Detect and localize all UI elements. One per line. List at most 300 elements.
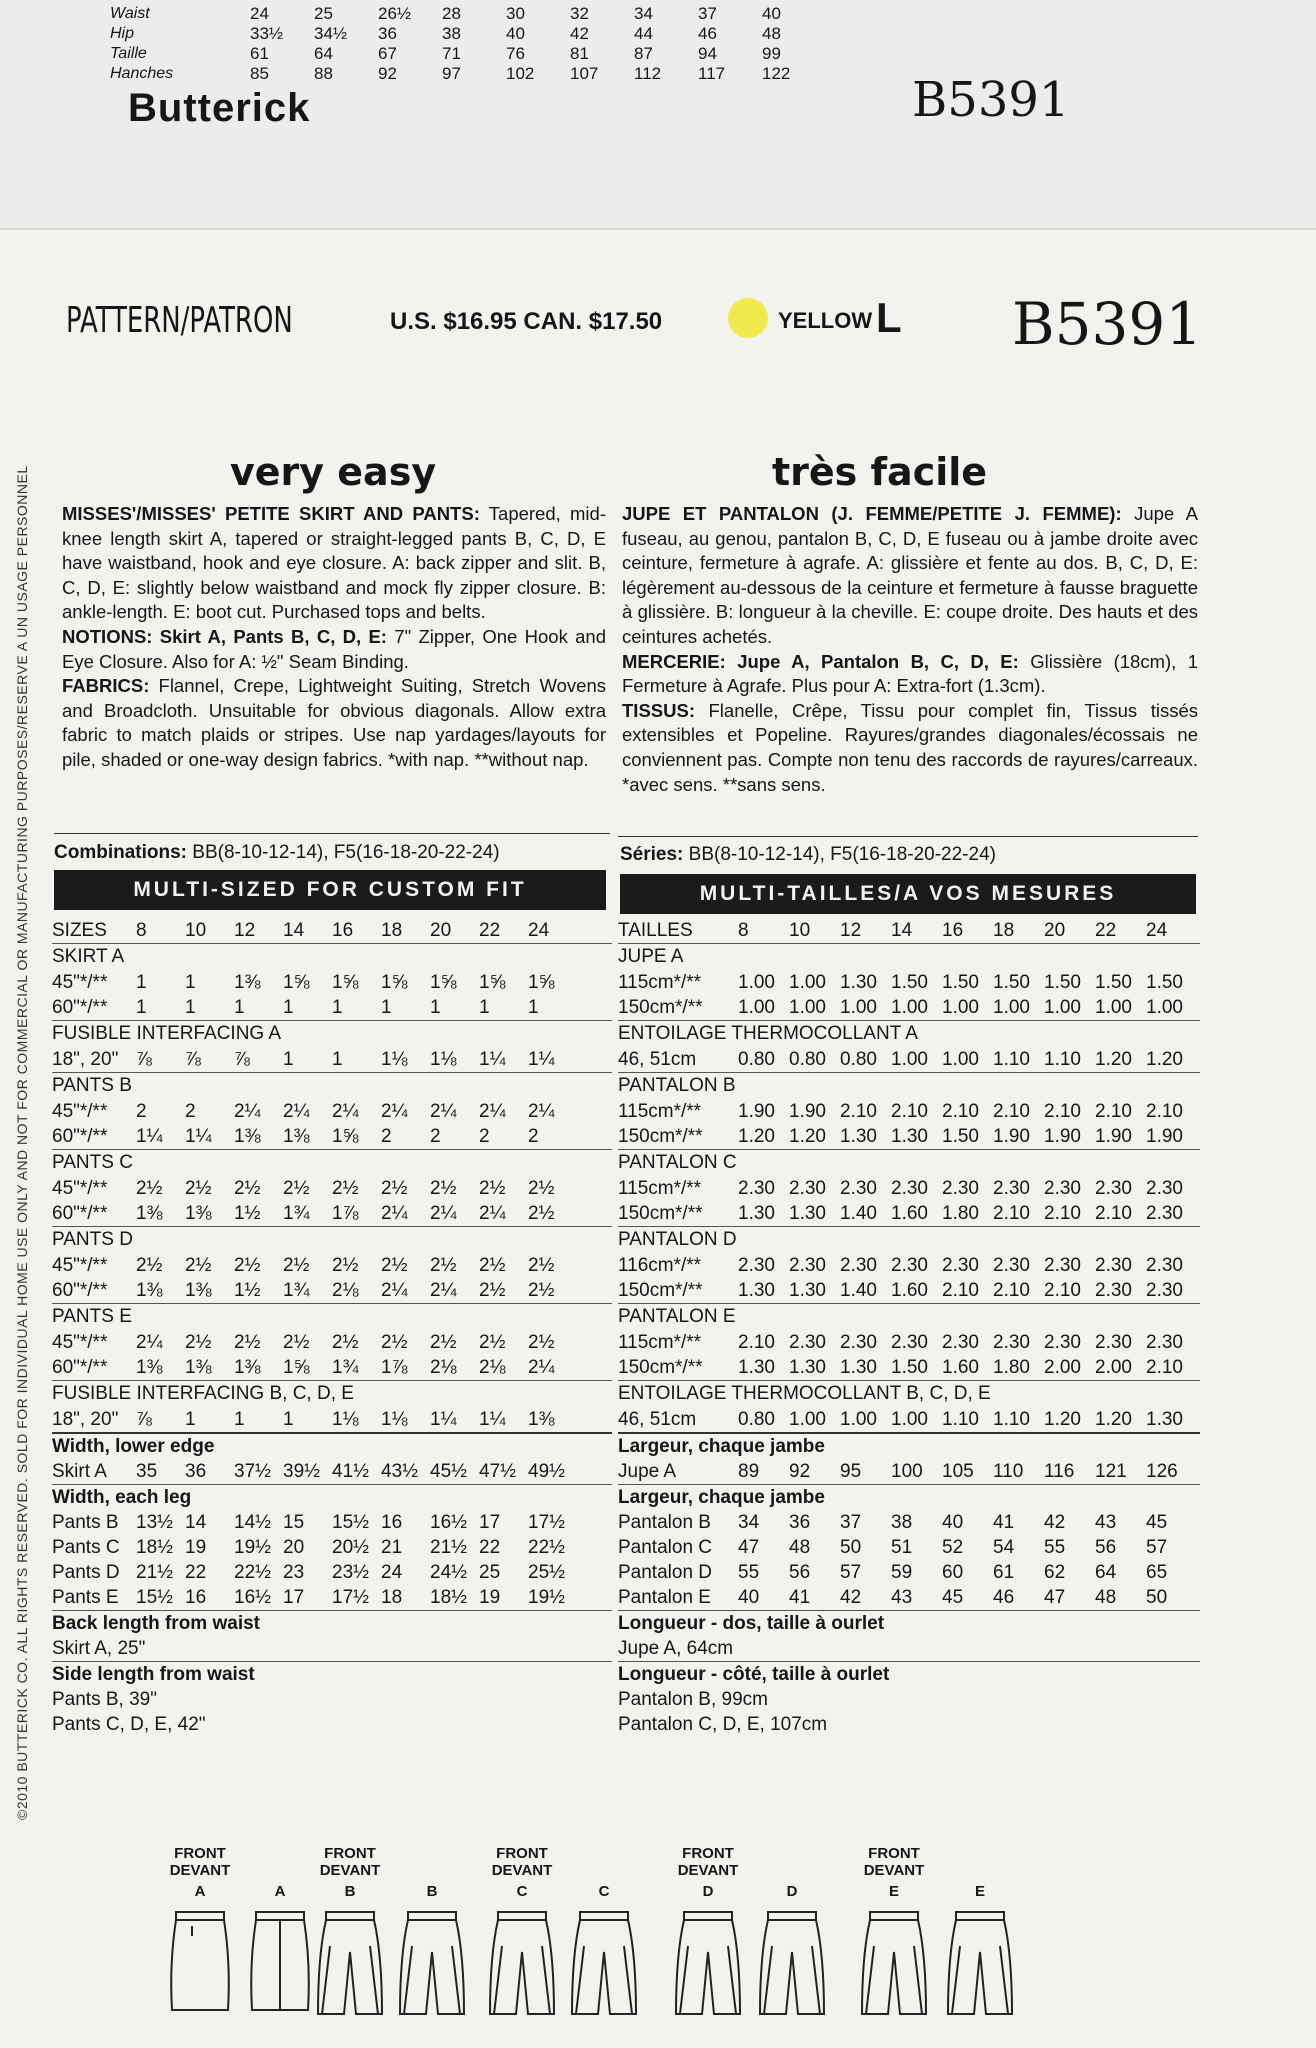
cell-value: 2.30 xyxy=(1095,1331,1132,1353)
row-label: 45"*/** xyxy=(52,1100,108,1122)
cell-value: ⅞ xyxy=(234,1048,250,1070)
divider xyxy=(618,836,1198,837)
row-label: 46, 51cm xyxy=(618,1408,697,1430)
table-row xyxy=(618,1510,1200,1535)
table-row xyxy=(618,995,1200,1020)
cell-value: 1⅛ xyxy=(381,1048,408,1070)
cell-value: 45½ xyxy=(430,1460,467,1482)
width-leg-heading: Width, each leg xyxy=(52,1486,192,1508)
cell-value: 2½ xyxy=(528,1331,555,1353)
cell-value: 2½ xyxy=(283,1254,310,1276)
cell-value: 2¼ xyxy=(430,1279,457,1301)
cell-value: 92 xyxy=(789,1460,811,1482)
cell-value: 41½ xyxy=(332,1460,369,1482)
cell-value: 2.30 xyxy=(1146,1279,1183,1301)
cell-value: 47 xyxy=(738,1536,760,1558)
cell-value: 1 xyxy=(136,971,147,993)
table-row xyxy=(52,970,612,995)
price: U.S. $16.95 CAN. $17.50 xyxy=(390,308,663,335)
cell-value: 1.00 xyxy=(738,971,775,993)
cell-value: 1.20 xyxy=(1095,1048,1132,1070)
cell-value: 2 xyxy=(430,1125,441,1147)
cell-value: 1 xyxy=(234,1408,245,1430)
sketch-e xyxy=(844,1845,944,2016)
cell-value: 61 xyxy=(993,1561,1015,1583)
cell-value: 2.30 xyxy=(1146,1202,1183,1224)
fabrics-heading: TISSUS: xyxy=(622,699,695,721)
cell-value: 1.00 xyxy=(942,1048,979,1070)
table-row xyxy=(618,1124,1200,1149)
table-row xyxy=(618,1047,1200,1072)
section-heading: FUSIBLE INTERFACING A xyxy=(52,1023,282,1044)
size-heading: 8 xyxy=(738,919,749,941)
cell-value: 2½ xyxy=(283,1331,310,1353)
cell-value: 2¼ xyxy=(283,1100,310,1122)
cell-value: 2⅛ xyxy=(430,1356,457,1378)
brand-logo: Butterick xyxy=(128,86,311,130)
measurement-value: 40 xyxy=(762,4,781,23)
cell-value: 2½ xyxy=(136,1254,163,1276)
cell-value: 56 xyxy=(1095,1536,1117,1558)
measurement-value: 61 xyxy=(250,44,269,63)
cell-value: 2½ xyxy=(430,1331,457,1353)
cell-value: 2½ xyxy=(185,1254,212,1276)
cell-value: 2½ xyxy=(283,1177,310,1199)
view-letter: A xyxy=(274,1883,286,1900)
measurement-row xyxy=(110,4,826,24)
table-row xyxy=(618,1535,1200,1560)
cell-value: 1.90 xyxy=(1095,1125,1132,1147)
cell-value: 1⅞ xyxy=(381,1356,408,1378)
cell-value: 2.00 xyxy=(1095,1356,1132,1378)
cell-value: 1.00 xyxy=(891,996,928,1018)
cell-value: 1.50 xyxy=(1044,971,1081,993)
cell-value: 16 xyxy=(381,1511,403,1533)
row-label: 150cm*/** xyxy=(618,1279,703,1301)
size-heading: 22 xyxy=(479,919,501,941)
cell-value: 2.10 xyxy=(1044,1100,1081,1122)
cell-value: 60 xyxy=(942,1561,964,1583)
combinations-label: Séries: xyxy=(620,844,684,865)
cell-value: 2.10 xyxy=(738,1331,775,1353)
cell-value: 2 xyxy=(136,1100,147,1122)
cell-value: 1.20 xyxy=(738,1125,775,1147)
cell-value: 24 xyxy=(381,1561,403,1583)
cell-value: 2.30 xyxy=(993,1177,1030,1199)
cell-value: 45 xyxy=(942,1586,964,1608)
width-leg-heading: Largeur, chaque jambe xyxy=(618,1486,825,1508)
cell-value: 2.30 xyxy=(789,1177,826,1199)
cell-value: 1.90 xyxy=(993,1125,1030,1147)
cell-value: 64 xyxy=(1095,1561,1117,1583)
cell-value: 1.50 xyxy=(993,971,1030,993)
cell-value: 2.30 xyxy=(840,1254,877,1276)
combinations-english xyxy=(54,842,500,864)
cell-value: 1⅜ xyxy=(185,1202,212,1224)
row-label: 46, 51cm xyxy=(618,1048,697,1070)
cell-value: 1.30 xyxy=(789,1279,826,1301)
back-length-text: Jupe A, 64cm xyxy=(618,1637,734,1659)
cell-value: 1⅝ xyxy=(528,971,555,993)
sketch-d xyxy=(742,1879,842,2016)
cell-value: 65 xyxy=(1146,1561,1168,1583)
measurement-label: Waist xyxy=(110,5,150,22)
cell-value: 2.30 xyxy=(1146,1254,1183,1276)
front-label: FRONT xyxy=(174,1845,226,1862)
cell-value: 2.30 xyxy=(942,1177,979,1199)
cell-value: 1¼ xyxy=(136,1125,163,1147)
cell-value: 1.50 xyxy=(891,971,928,993)
banner-english: MULTI-SIZED FOR CUSTOM FIT xyxy=(54,870,606,910)
cell-value: 1.00 xyxy=(840,1408,877,1430)
measurement-label: Hanches xyxy=(110,65,174,82)
cell-value: 2½ xyxy=(332,1254,359,1276)
view-letter: B xyxy=(426,1883,438,1900)
table-row xyxy=(618,1459,1200,1484)
pattern-label: PATTERN/PATRON xyxy=(66,300,293,341)
fabrics-text: Flanelle, Crêpe, Tissu pour complet fin, Tissus tissés extensibles et Popeline. Rayures/grandes diagonales/écossais ne conviennent pas. Compte non tenu des raccords de rayures/carreaux. *avec sens. **sans sens. xyxy=(622,699,1198,795)
cell-value: 1.50 xyxy=(942,1125,979,1147)
notions-text: 7" Zipper, One Hook and Eye Closure. Also for A: ½" Seam Binding. xyxy=(62,625,606,672)
cell-value: 1 xyxy=(332,996,343,1018)
cell-value: 2¼ xyxy=(381,1279,408,1301)
cell-value: 41 xyxy=(993,1511,1015,1533)
row-label: Pantalon E xyxy=(618,1586,711,1608)
measurement-row xyxy=(110,64,826,84)
garment-sketches xyxy=(150,1845,1050,2045)
table-row xyxy=(52,1201,612,1226)
cell-value: 2½ xyxy=(332,1177,359,1199)
cell-value: 24½ xyxy=(430,1561,467,1583)
table-row xyxy=(618,1560,1200,1585)
sketch-b xyxy=(382,1879,482,2016)
cell-value: 19½ xyxy=(234,1536,271,1558)
view-letter: E xyxy=(974,1883,985,1900)
cell-value: 1.10 xyxy=(993,1048,1030,1070)
cell-value: 1.90 xyxy=(1146,1125,1183,1147)
cell-value: 2.30 xyxy=(840,1331,877,1353)
cell-value: 1¾ xyxy=(283,1279,310,1301)
cell-value: 1.40 xyxy=(840,1202,877,1224)
row-label: 18", 20" xyxy=(52,1408,119,1430)
cell-value: 48 xyxy=(1095,1586,1117,1608)
cell-value: 1⅝ xyxy=(283,971,310,993)
cell-value: 2.30 xyxy=(993,1331,1030,1353)
section-heading: PANTS E xyxy=(52,1306,132,1327)
cell-value: 2½ xyxy=(234,1177,261,1199)
cell-value: 19 xyxy=(185,1536,207,1558)
cell-value: 2.30 xyxy=(1095,1279,1132,1301)
cell-value: 2.30 xyxy=(1044,1254,1081,1276)
cell-value: 1 xyxy=(185,971,196,993)
cell-value: 2½ xyxy=(479,1177,506,1199)
cell-value: 41 xyxy=(789,1586,811,1608)
devant-label: DEVANT xyxy=(319,1862,381,1879)
cell-value: 2¼ xyxy=(430,1100,457,1122)
size-heading: 10 xyxy=(789,919,811,941)
cell-value: 1.50 xyxy=(891,1356,928,1378)
pattern-number: B5391 xyxy=(1012,290,1203,358)
measurement-value: 112 xyxy=(634,64,662,83)
table-row xyxy=(618,1278,1200,1303)
measurement-value: 64 xyxy=(314,44,333,63)
cell-value: 22 xyxy=(479,1536,501,1558)
description-english xyxy=(62,502,606,773)
cell-value: 1⅜ xyxy=(136,1202,163,1224)
cell-value: 100 xyxy=(891,1460,923,1482)
title-french: très facile xyxy=(772,450,988,494)
devant-label: DEVANT xyxy=(677,1862,739,1879)
cell-value: 121 xyxy=(1095,1460,1127,1482)
view-letter: B xyxy=(344,1883,356,1900)
cell-value: 39½ xyxy=(283,1460,320,1482)
notions-heading: MERCERIE: Jupe A, Pantalon B, C, D, E: xyxy=(622,650,1019,672)
row-label: 18", 20" xyxy=(52,1048,119,1070)
table-row xyxy=(52,1510,612,1535)
cell-value: 1.00 xyxy=(942,996,979,1018)
devant-label: DEVANT xyxy=(863,1862,925,1879)
cell-value: 2¼ xyxy=(479,1100,506,1122)
cell-value: 2½ xyxy=(430,1254,457,1276)
cell-value: 0.80 xyxy=(738,1048,775,1070)
cell-value: 2.30 xyxy=(789,1331,826,1353)
cell-value: 19½ xyxy=(528,1586,565,1608)
cell-value: 1 xyxy=(381,996,392,1018)
cell-value: 2.30 xyxy=(891,1177,928,1199)
row-label: 60"*/** xyxy=(52,1202,108,1224)
cell-value: 1 xyxy=(185,996,196,1018)
size-heading: 18 xyxy=(993,919,1015,941)
cell-value: 1.20 xyxy=(1095,1408,1132,1430)
view-letter: D xyxy=(786,1883,798,1900)
cell-value: 49½ xyxy=(528,1460,565,1482)
desc-text: Jupe A fuseau, au genou, pantalon B, C, D, E fuseau ou à jambe droite avec ceinture, fermeture à agrafe. A: glissière et fente au dos. B, C, D, E: légèrement au-dessous de la ceinture et fermeture à fausse braguette à glissière. B: longueur à la cheville. E: coupe droite. Des hauts et des ceintures achetés. xyxy=(622,503,1199,647)
cell-value: 17 xyxy=(283,1586,305,1608)
measurement-value: 71 xyxy=(442,44,461,63)
cell-value: 1.00 xyxy=(1095,996,1132,1018)
cell-value: 37½ xyxy=(234,1460,271,1482)
measurement-value: 107 xyxy=(570,64,599,83)
section-heading: SKIRT A xyxy=(52,946,125,967)
cell-value: 2.10 xyxy=(942,1100,979,1122)
cell-value: 1⅜ xyxy=(283,1125,310,1147)
side-length-text: Pants B, 39" xyxy=(52,1688,157,1710)
cell-value: 1⅜ xyxy=(234,1125,261,1147)
devant-label: DEVANT xyxy=(169,1862,231,1879)
sizes-label: TAILLES xyxy=(618,919,693,941)
size-heading: 24 xyxy=(528,919,550,941)
divider xyxy=(54,833,610,834)
cell-value: 55 xyxy=(1044,1536,1066,1558)
cell-value: 14½ xyxy=(234,1511,271,1533)
cell-value: 1 xyxy=(185,1408,196,1430)
measurement-value: 37 xyxy=(698,4,717,23)
cell-value: 2.10 xyxy=(1146,1100,1183,1122)
cell-value: 43 xyxy=(1095,1511,1117,1533)
cell-value: 21½ xyxy=(136,1561,173,1583)
row-label: 115cm*/** xyxy=(618,971,702,993)
cell-value: 1.30 xyxy=(789,1202,826,1224)
cell-value: 1.30 xyxy=(738,1356,775,1378)
cell-value: 47 xyxy=(1044,1586,1066,1608)
row-label: 45"*/** xyxy=(52,1177,108,1199)
cell-value: 2.30 xyxy=(738,1254,775,1276)
cell-value: 1.50 xyxy=(1095,971,1132,993)
cell-value: 22½ xyxy=(234,1561,271,1583)
measurement-value: 102 xyxy=(506,64,535,83)
sizes-header-row xyxy=(618,918,1200,943)
side-length-text: Pantalon C, D, E, 107cm xyxy=(618,1713,828,1735)
cell-value: 1.40 xyxy=(840,1279,877,1301)
cell-value: 2.10 xyxy=(1095,1202,1132,1224)
cell-value: 15 xyxy=(283,1511,305,1533)
table-row xyxy=(52,1459,612,1484)
cell-value: 2 xyxy=(479,1125,490,1147)
cell-value: 1 xyxy=(283,996,294,1018)
cell-value: 37 xyxy=(840,1511,862,1533)
measurement-label: Hip xyxy=(110,25,135,42)
cell-value: 0.80 xyxy=(738,1408,775,1430)
cell-value: 1⅝ xyxy=(430,971,457,993)
row-label: 150cm*/** xyxy=(618,1202,703,1224)
cell-value: 42 xyxy=(1044,1511,1066,1533)
cell-value: 1⅜ xyxy=(185,1279,212,1301)
table-row xyxy=(52,1253,612,1278)
cell-value: 45 xyxy=(1146,1511,1168,1533)
section-heading: ENTOILAGE THERMOCOLLANT B, C, D, E xyxy=(618,1383,991,1404)
row-label: Pants D xyxy=(52,1561,120,1583)
measurement-value: 32 xyxy=(570,4,589,23)
measurement-value: 88 xyxy=(314,64,333,83)
table-row xyxy=(52,1278,612,1303)
measurement-value: 34 xyxy=(634,4,653,23)
cell-value: 57 xyxy=(1146,1536,1168,1558)
measurement-value: 85 xyxy=(250,64,269,83)
combinations-value: BB(8-10-12-14), F5(16-18-20-22-24) xyxy=(187,842,500,863)
cell-value: 1⅜ xyxy=(234,971,261,993)
measurement-value: 26½ xyxy=(378,4,412,23)
cell-value: 16 xyxy=(185,1586,207,1608)
cell-value: 1.20 xyxy=(789,1125,826,1147)
section-heading: PANTS C xyxy=(52,1152,133,1173)
row-label: 150cm*/** xyxy=(618,996,703,1018)
cell-value: 51 xyxy=(891,1536,913,1558)
cell-value: 1.30 xyxy=(840,1125,877,1147)
front-label: FRONT xyxy=(324,1845,376,1862)
cell-value: 1.20 xyxy=(1044,1408,1081,1430)
cell-value: 110 xyxy=(993,1460,1024,1482)
cell-value: 1.00 xyxy=(993,996,1030,1018)
row-label: Pantalon C xyxy=(618,1536,713,1558)
measurement-value: 76 xyxy=(506,44,525,63)
size-heading: 24 xyxy=(1146,919,1168,941)
pants-sketch-icon xyxy=(942,1906,1018,2016)
cell-value: 1.10 xyxy=(942,1408,979,1430)
view-letter: C xyxy=(516,1883,528,1900)
table-row xyxy=(618,1407,1200,1432)
cell-value: 2½ xyxy=(528,1177,555,1199)
row-label: 115cm*/** xyxy=(618,1100,702,1122)
banner-french: MULTI-TAILLES/A VOS MESURES xyxy=(620,874,1196,914)
row-label: 150cm*/** xyxy=(618,1356,703,1378)
measurement-value: 67 xyxy=(378,44,397,63)
table-row xyxy=(52,1535,612,1560)
cell-value: 1⅝ xyxy=(283,1356,310,1378)
devant-label: DEVANT xyxy=(491,1862,553,1879)
cell-value: 36 xyxy=(789,1511,811,1533)
cell-value: 2¼ xyxy=(332,1100,359,1122)
cell-value: 16½ xyxy=(430,1511,467,1533)
cell-value: 1⅜ xyxy=(136,1279,163,1301)
cell-value: 1.60 xyxy=(942,1356,979,1378)
cell-value: 23½ xyxy=(332,1561,369,1583)
cell-value: 1.10 xyxy=(1044,1048,1081,1070)
cell-value: 1 xyxy=(430,996,441,1018)
cell-value: 2.30 xyxy=(993,1254,1030,1276)
row-label: Pants E xyxy=(52,1586,119,1608)
size-heading: 20 xyxy=(430,919,452,941)
cell-value: ⅞ xyxy=(136,1048,152,1070)
table-row xyxy=(52,1330,612,1355)
cell-value: 2.30 xyxy=(840,1177,877,1199)
cell-value: 1.50 xyxy=(942,971,979,993)
cell-value: 2.30 xyxy=(738,1177,775,1199)
cell-value: 21 xyxy=(381,1536,403,1558)
cell-value: 1.80 xyxy=(993,1356,1030,1378)
cell-value: 2¼ xyxy=(381,1100,408,1122)
cell-value: 116 xyxy=(1044,1460,1075,1482)
cell-value: 48 xyxy=(789,1536,811,1558)
measurement-value: 30 xyxy=(506,4,525,23)
cell-value: 2.30 xyxy=(1146,1177,1183,1199)
cell-value: 17½ xyxy=(528,1511,565,1533)
pants-sketch-icon xyxy=(754,1906,830,2016)
row-label: 45"*/** xyxy=(52,1331,108,1353)
cell-value: 2½ xyxy=(185,1331,212,1353)
measurement-value: 48 xyxy=(762,24,781,43)
cell-value: 20 xyxy=(283,1536,305,1558)
cell-value: 2.10 xyxy=(993,1100,1030,1122)
cell-value: 1.90 xyxy=(738,1100,775,1122)
cell-value: 15½ xyxy=(136,1586,173,1608)
cell-value: 2.10 xyxy=(993,1202,1030,1224)
cell-value: 21½ xyxy=(430,1536,467,1558)
cell-value: 1.00 xyxy=(1146,996,1183,1018)
cell-value: 22½ xyxy=(528,1536,565,1558)
cell-value: 43 xyxy=(891,1586,913,1608)
cell-value: 40 xyxy=(738,1586,760,1608)
cell-value: 2½ xyxy=(136,1177,163,1199)
measurement-value: 38 xyxy=(442,24,461,43)
view-letter: C xyxy=(598,1883,610,1900)
cell-value: 1.30 xyxy=(840,1356,877,1378)
cell-value: 25½ xyxy=(528,1561,565,1583)
measurement-value: 87 xyxy=(634,44,653,63)
cell-value: 2¼ xyxy=(479,1202,506,1224)
size-heading: 16 xyxy=(942,919,964,941)
cell-value: 1 xyxy=(528,996,539,1018)
side-length-text: Pants C, D, E, 42" xyxy=(52,1713,206,1735)
row-label: 60"*/** xyxy=(52,1279,108,1301)
combinations-label: Combinations: xyxy=(54,842,187,863)
cell-value: 2¼ xyxy=(381,1202,408,1224)
yardage-table-english xyxy=(52,918,612,1737)
cell-value: 59 xyxy=(891,1561,913,1583)
table-row xyxy=(52,1560,612,1585)
view-letter: D xyxy=(702,1883,714,1900)
back-length-heading: Longueur - dos, taille à ourlet xyxy=(618,1612,885,1634)
fabrics-heading: FABRICS: xyxy=(62,675,150,697)
